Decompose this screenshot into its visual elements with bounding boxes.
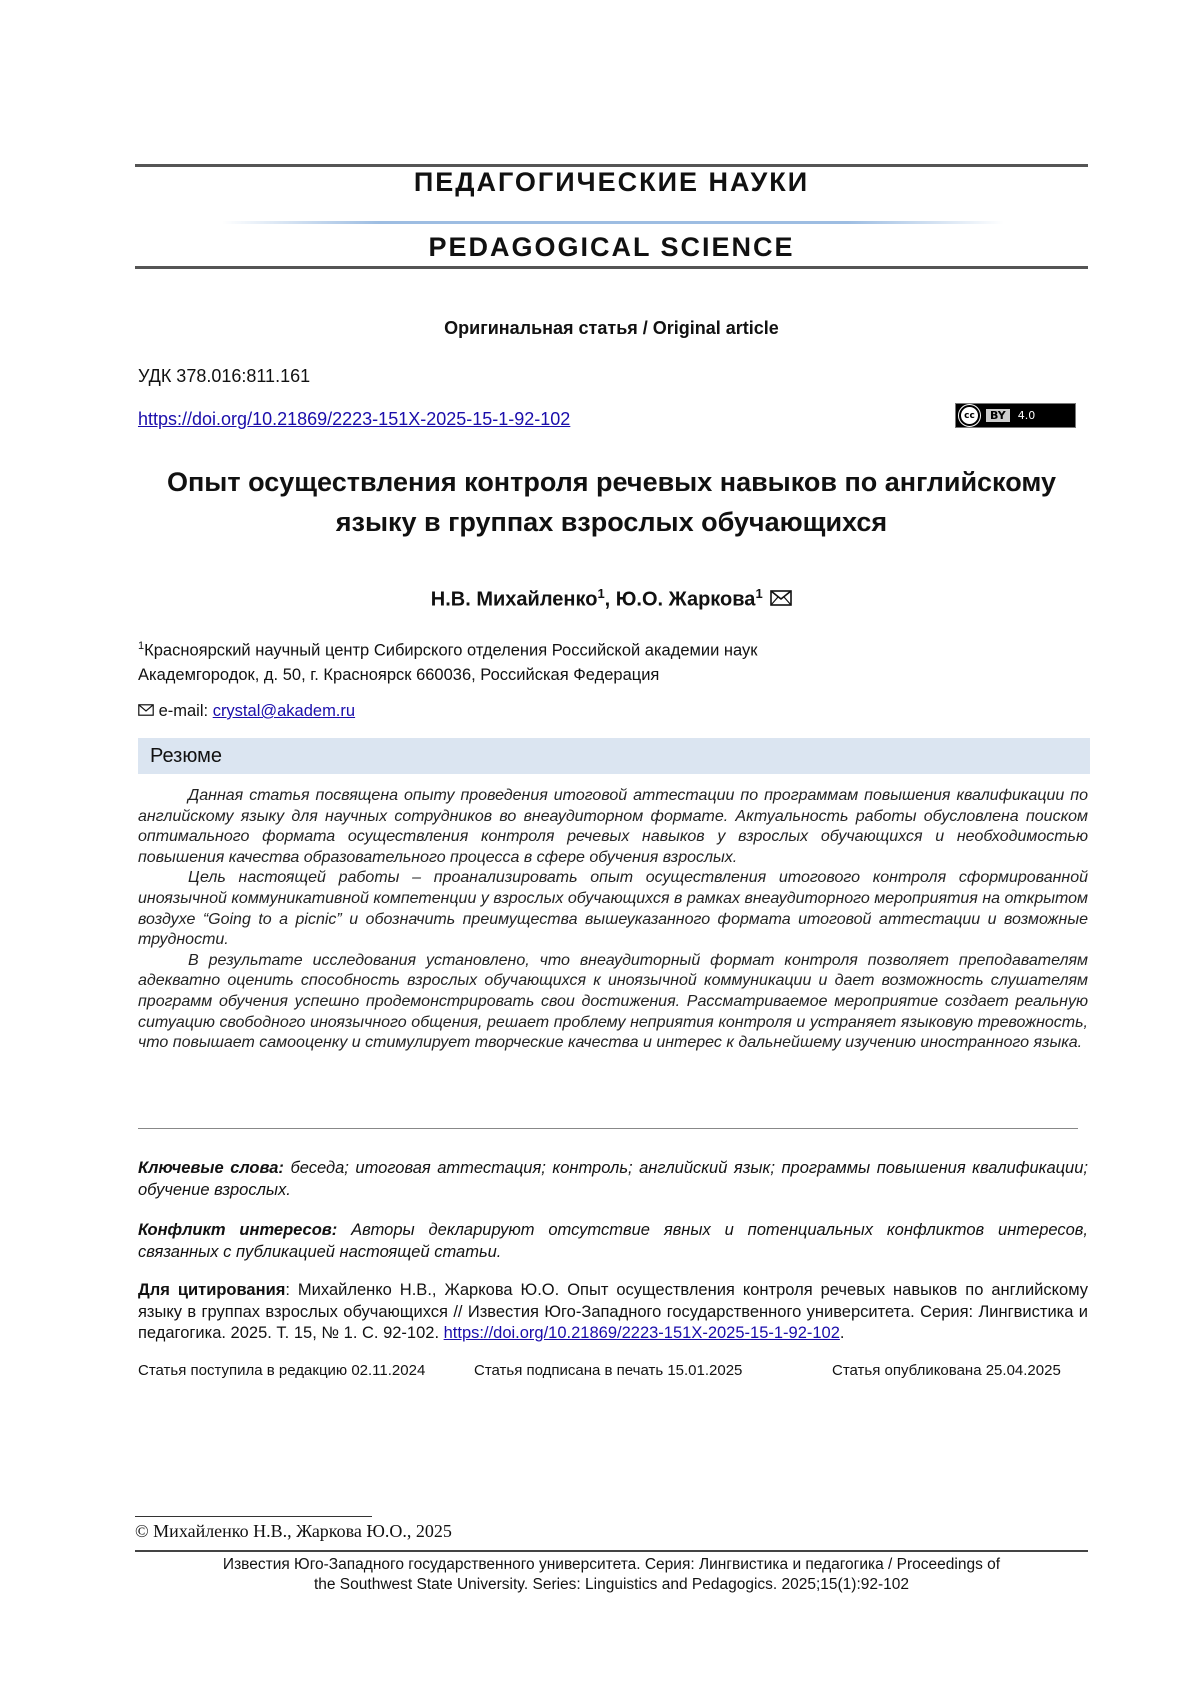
section-title-en: PEDAGOGICAL SCIENCE <box>428 232 795 262</box>
affiliation-number: 1 <box>138 640 145 652</box>
article-title <box>135 462 1088 542</box>
author-1-affil: 1 <box>597 586 605 601</box>
journal-footer-line-1: Известия Юго-Западного государственного университета. Серия: Лингвистика и педагогика / Proceedings of <box>222 1556 1001 1573</box>
author-2: Ю.О. Жаркова <box>615 588 756 611</box>
author-2-affil: 1 <box>755 586 763 601</box>
resume-heading: Резюме <box>138 738 1090 774</box>
authors <box>135 586 1088 612</box>
citation <box>138 1280 1088 1345</box>
abstract-paragraph-1: Данная статья посвящена опыту проведения итоговой аттестации по программам повышения квалификации по английскому языку для научных сотрудников во внеаудиторном формате. Актуальность работы обусловлена поиском оптимального формата осуществления контроля речевых навыков у взрослых обучающихся и необходимостью повышения качества образовательного процесса в сфере обучения взрослых. <box>138 787 1088 866</box>
journal-footer <box>135 1555 1088 1595</box>
citation-text: : Михайленко Н.В., Жаркова Ю.О. Опыт осуществления контроля речевых навыков по английскому языку в группах взрослых обучающихся // Известия Юго-Западного государственного университета. Серия: Лингвистика и педагогика. 2025. Т. 15, № 1. С. 92-102. <box>138 1281 1088 1342</box>
abstract-divider <box>138 1128 1078 1129</box>
footnote-rule <box>135 1516 372 1517</box>
keywords-label: Ключевые слова: <box>138 1159 284 1177</box>
abstract-paragraph-2: Цель настоящей работы – проанализировать опыт осуществления итогового контроля сформированной иноязычной коммуникативной компетенции у взрослых обучающихся в рамках внеаудиторного мероприятия на открытом воздухе “Going to a picnic” и обозначить преимущества вышеуказанного формата итоговой аттестации и возможные трудности. <box>138 869 1088 949</box>
conflict-of-interest <box>138 1220 1088 1263</box>
citation-end: . <box>839 1324 845 1342</box>
affiliation-org-text: Красноярский научный центр Сибирского отделения Российской академии наук <box>144 641 758 660</box>
article-title-line-2: языку в группах взрослых обучающихся <box>335 507 888 537</box>
date-received: Статья поступила в редакцию 02.11.2024 <box>138 1362 426 1379</box>
footer-rule <box>135 1550 1088 1552</box>
abstract-paragraph-3: В результате исследования установлено, что внеаудиторный формат контроля позволяет преподавателям адекватно оценить способность взрослых обучающихся к иноязычной коммуникации и дает возможность слушателям программ обучения успешно продемонстрировать свои достижения. Рассматриваемое мероприятие создает реальную ситуацию свободного иноязычного общения, решает проблему неприятия контроля и устраняет языковую тревожность, что повышает самооценку и стимулирует творческие качества и интерес к дальнейшему изучению иностранного языка. <box>138 951 1088 1052</box>
conflict-text: Авторы декларируют отсутствие явных и потенциальных конфликтов интересов, связанных с публикацией настоящей статьи. <box>138 1221 1088 1261</box>
author-separator: , <box>604 588 616 611</box>
date-accepted: Статья подписана в печать 15.01.2025 <box>474 1362 743 1379</box>
cc-by-label: BY <box>986 409 1010 422</box>
email-line <box>138 702 355 721</box>
conflict-label: Конфликт интересов: <box>138 1221 338 1239</box>
keywords-text: беседа; итоговая аттестация; контроль; английский язык; программы повышения квалификации; обучение взрослых. <box>138 1159 1088 1199</box>
header-divider <box>222 221 1004 224</box>
article-title-line-1: Опыт осуществления контроля речевых навыков по английскому <box>167 467 1056 497</box>
article-type: Оригинальная статья / Original article <box>444 318 779 338</box>
keywords <box>138 1158 1088 1201</box>
abstract <box>138 786 1088 1054</box>
affiliation-address: Академгородок, д. 50, г. Красноярск 660036, Российская Федерация <box>138 666 660 684</box>
header-bottom-rule <box>135 266 1088 269</box>
date-published: Статья опубликована 25.04.2025 <box>832 1362 1061 1379</box>
udk: УДК 378.016:811.161 <box>138 366 311 386</box>
envelope-icon <box>770 590 792 606</box>
citation-doi-link[interactable]: https://doi.org/10.21869/2223-151X-2025-15-1-92-102 <box>443 1324 840 1342</box>
email-link[interactable]: crystal@akadem.ru <box>212 702 356 720</box>
cc-icon: cc <box>959 405 980 426</box>
copyright: © Михайленко Н.В., Жаркова Ю.О., 2025 <box>135 1521 452 1541</box>
envelope-icon <box>138 704 154 716</box>
affiliation-org <box>138 640 757 661</box>
section-title-ru: ПЕДАГОГИЧЕСКИЕ НАУКИ <box>413 167 810 197</box>
doi-link[interactable]: https://doi.org/10.21869/2223-151X-2025-15-1-92-102 <box>138 409 571 429</box>
cc-license-badge[interactable] <box>955 403 1076 428</box>
journal-footer-line-2: the Southwest State University. Series: Linguistics and Pedagogics. 2025;15(1):92-102 <box>313 1576 910 1593</box>
citation-label: Для цитирования <box>138 1281 286 1299</box>
cc-version: 4.0 <box>1017 409 1036 422</box>
email-label: e-mail: <box>158 702 213 720</box>
author-1: Н.В. Михайленко <box>430 588 598 611</box>
